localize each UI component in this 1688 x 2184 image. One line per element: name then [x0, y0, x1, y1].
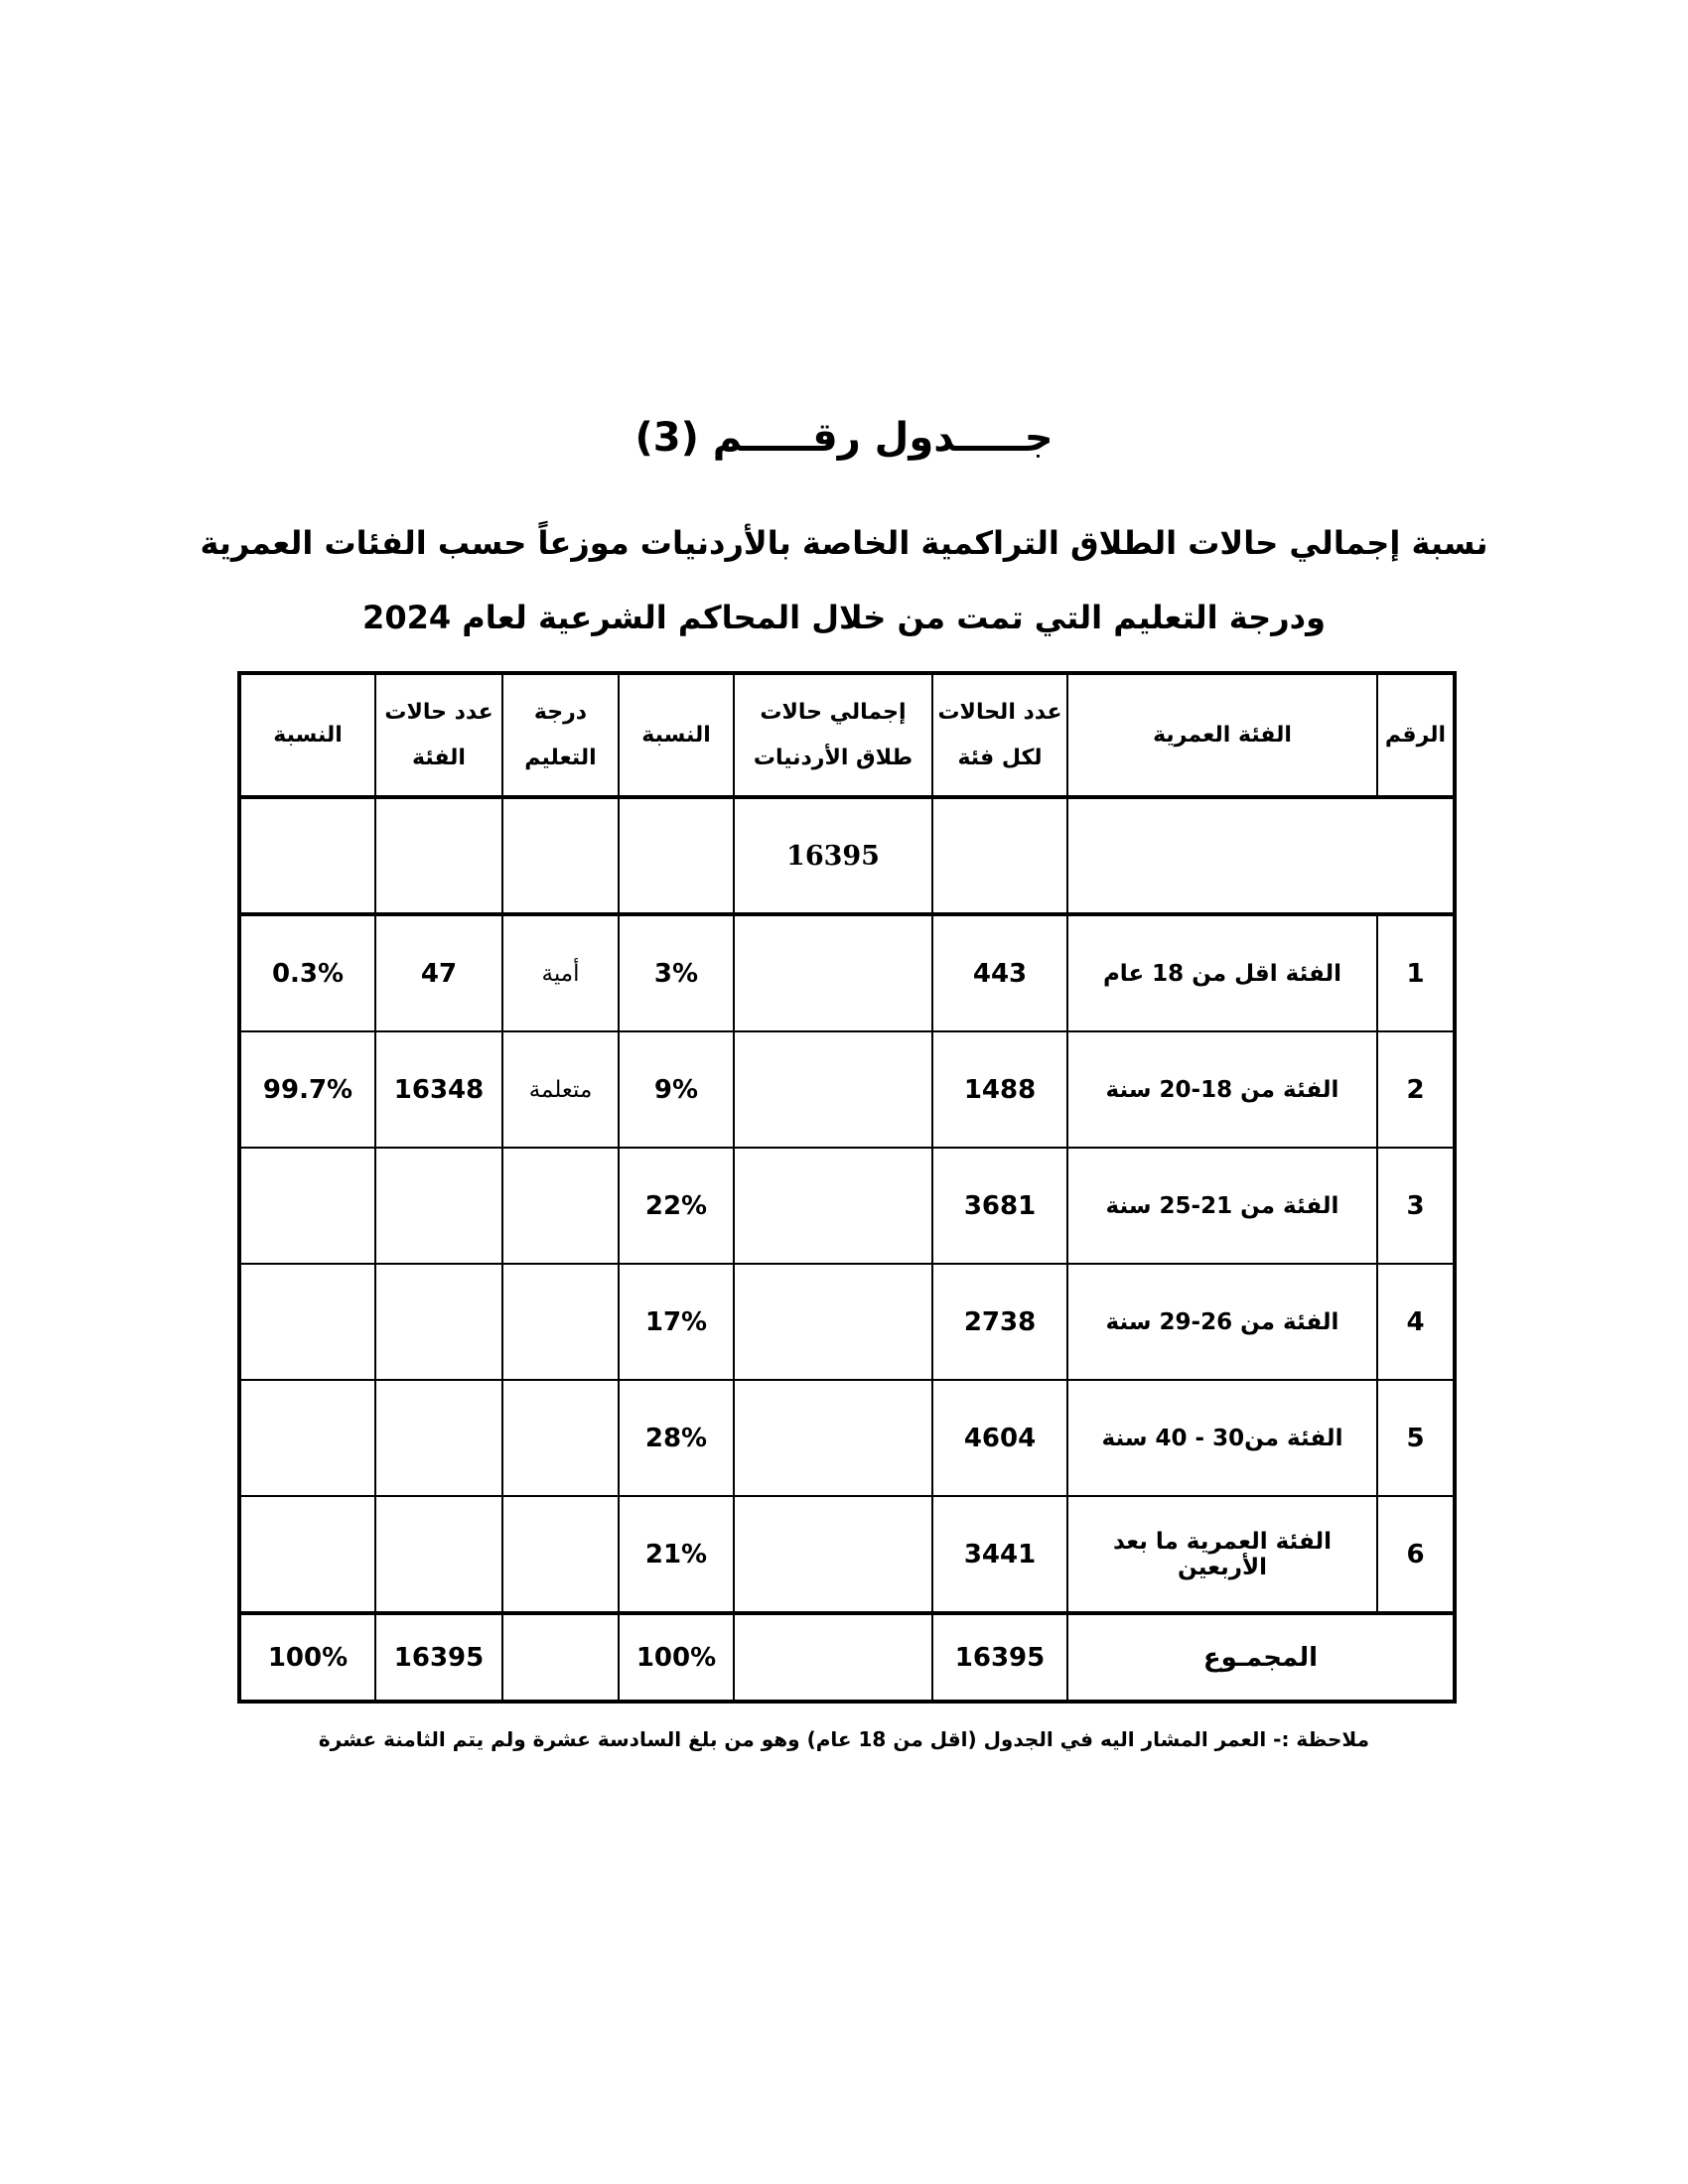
row-education-ratio: [239, 1380, 375, 1496]
row-num: 1: [1377, 914, 1455, 1031]
header-ratio: النسبة: [619, 673, 734, 797]
row-education-ratio: [239, 1496, 375, 1613]
row-cases: 2738: [932, 1264, 1067, 1380]
table-row: [239, 1264, 1455, 1380]
row-education: [502, 1264, 619, 1380]
row-education: [502, 1496, 619, 1613]
grand-total-cell: 16395: [734, 797, 932, 914]
sum-cases: 16395: [932, 1613, 1067, 1702]
row-total: [734, 914, 932, 1031]
row-education: [502, 1148, 619, 1264]
row-cases: 1488: [932, 1031, 1067, 1148]
sum-ratio: 100%: [619, 1613, 734, 1702]
sum-row: [239, 1613, 1455, 1702]
table-row: [239, 914, 1455, 1031]
sum-education-ratio: 100%: [239, 1613, 375, 1702]
row-education-ratio: [239, 1264, 375, 1380]
table-heading-line-2: ودرجة التعليم التي تمت من خلال المحاكم الشرعية لعام 2024: [362, 599, 1326, 636]
row-category: الفئة من 21-25 سنة: [1067, 1148, 1377, 1264]
row-education-ratio: 0.3%: [239, 914, 375, 1031]
sum-label: المجمـوع: [1067, 1613, 1455, 1702]
row-education-cases: 47: [375, 914, 502, 1031]
row-num: 6: [1377, 1496, 1455, 1613]
header-num: الرقم: [1377, 673, 1455, 797]
sum-education-cases: 16395: [375, 1613, 502, 1702]
header-total: إجمالي حالات طلاق الأردنيات: [734, 673, 932, 797]
table-cell: [619, 797, 734, 914]
table-cell: [375, 797, 502, 914]
row-total: [734, 1496, 932, 1613]
table-cell: [932, 797, 1067, 914]
row-education: [502, 1380, 619, 1496]
row-ratio: 9%: [619, 1031, 734, 1148]
row-num: 4: [1377, 1264, 1455, 1380]
table-cell: [502, 797, 619, 914]
divorce-statistics-table: [237, 671, 1457, 1704]
page-title: جـــــدول رقـــــم (3): [634, 415, 1054, 461]
row-num: 2: [1377, 1031, 1455, 1148]
row-total: [734, 1031, 932, 1148]
row-cases: 4604: [932, 1380, 1067, 1496]
row-education-cases: [375, 1496, 502, 1613]
row-category: الفئة من 26-29 سنة: [1067, 1264, 1377, 1380]
row-ratio: 17%: [619, 1264, 734, 1380]
table-row: [239, 1031, 1455, 1148]
row-category: الفئة من30 - 40 سنة: [1067, 1380, 1377, 1496]
row-ratio: 21%: [619, 1496, 734, 1613]
row-cases: 3681: [932, 1148, 1067, 1264]
row-education-cases: 16348: [375, 1031, 502, 1148]
row-education-ratio: 99.7%: [239, 1031, 375, 1148]
row-ratio: 28%: [619, 1380, 734, 1496]
row-cases: 3441: [932, 1496, 1067, 1613]
row-ratio: 22%: [619, 1148, 734, 1264]
footnote: ملاحظة :- العمر المشار اليه في الجدول (اقل من 18 عام) وهو من بلغ السادسة عشرة ولم يتم الثامنة عشرة: [318, 1727, 1369, 1751]
row-total: [734, 1148, 932, 1264]
header-cases: عدد الحالات لكل فئة: [932, 673, 1067, 797]
row-category: الفئة العمرية ما بعد الأربعين: [1067, 1496, 1377, 1613]
row-category: الفئة اقل من 18 عام: [1067, 914, 1377, 1031]
header-education: درجة التعليم: [502, 673, 619, 797]
row-num: 3: [1377, 1148, 1455, 1264]
row-total: [734, 1380, 932, 1496]
row-education-cases: [375, 1264, 502, 1380]
table-cell: [734, 1613, 932, 1702]
row-education-cases: [375, 1380, 502, 1496]
row-education: متعلمة: [502, 1031, 619, 1148]
header-category: الفئة العمرية: [1067, 673, 1377, 797]
row-cases: 443: [932, 914, 1067, 1031]
row-education-ratio: [239, 1148, 375, 1264]
table-cell: [502, 1613, 619, 1702]
table-row: [239, 1148, 1455, 1264]
header-education-cases: عدد حالات الفئة: [375, 673, 502, 797]
row-ratio: 3%: [619, 914, 734, 1031]
row-total: [734, 1264, 932, 1380]
grand-total-row: [239, 797, 1455, 914]
header-education-ratio: النسبة: [239, 673, 375, 797]
table-row: [239, 1496, 1455, 1613]
row-num: 5: [1377, 1380, 1455, 1496]
table-cell: [239, 797, 375, 914]
row-education-cases: [375, 1148, 502, 1264]
row-education: أمية: [502, 914, 619, 1031]
table-row: [239, 1380, 1455, 1496]
row-category: الفئة من 18-20 سنة: [1067, 1031, 1377, 1148]
table-cell: [1067, 797, 1455, 914]
header-row: [239, 673, 1455, 797]
table-heading-line-1: نسبة إجمالي حالات الطلاق التراكمية الخاصة بالأردنيات موزعاً حسب الفئات العمرية: [200, 524, 1488, 562]
